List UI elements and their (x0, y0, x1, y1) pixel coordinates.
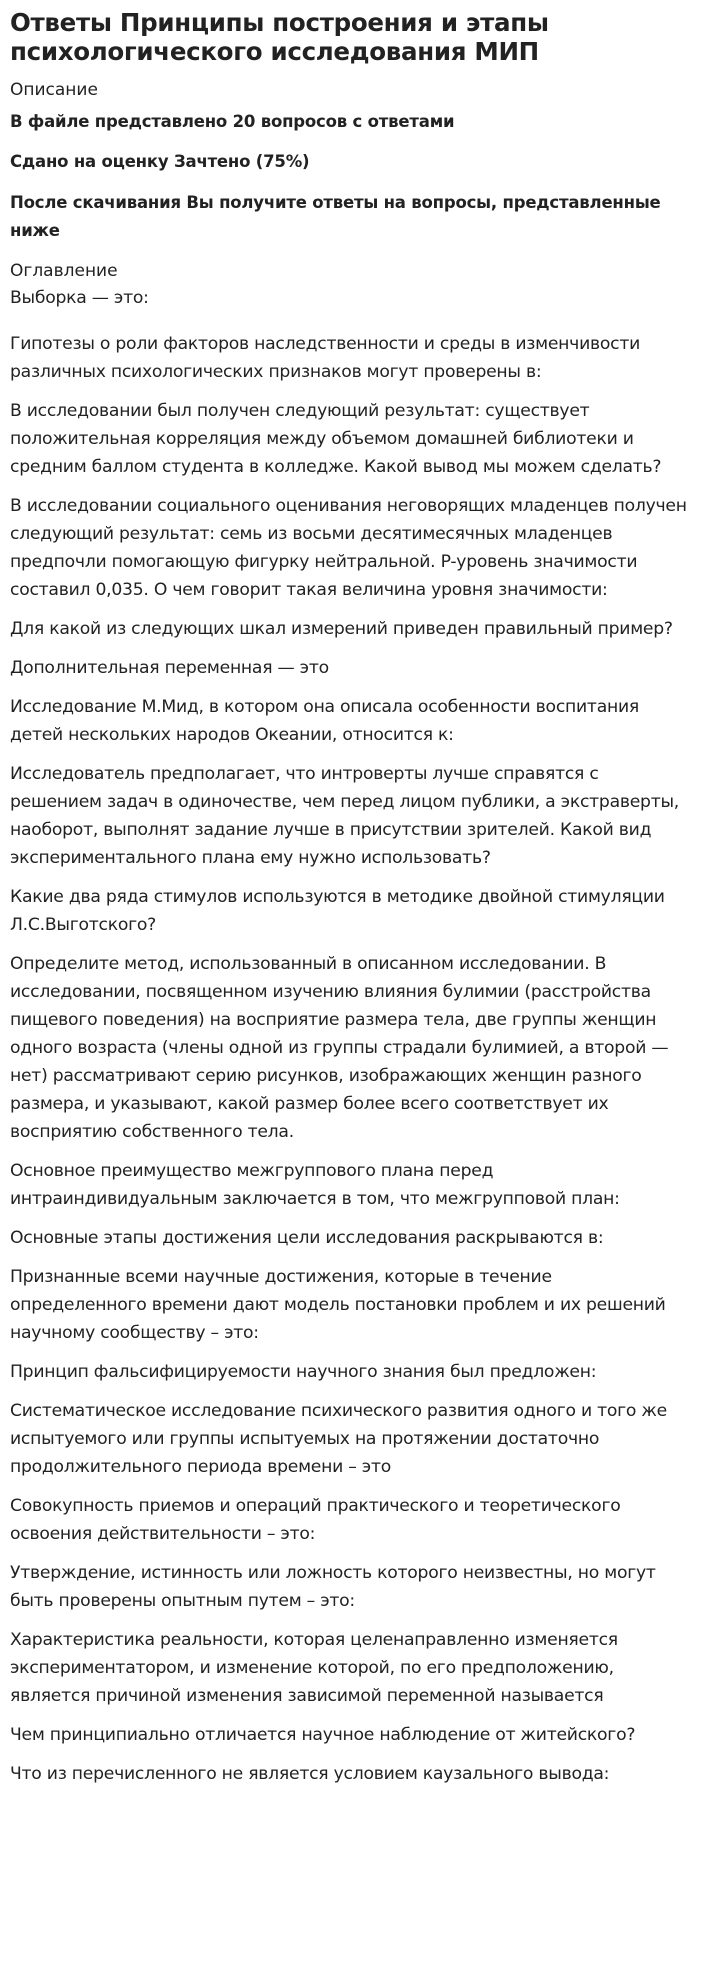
question-item: Принцип фальсифицируемости научного знания был предложен: (10, 1362, 597, 1382)
question-item: Характеристика реальности, которая целенаправленно изменяется экспериментатором, и изменение которой, по его предположению, является причиной изменения зависимой переменной называется (10, 1630, 618, 1706)
question-item: Признанные всеми научные достижения, которые в течение определенного времени дают модель постановки проблем и их решений научному сообществу – это: (10, 1267, 666, 1343)
question-item: Совокупность приемов и операций практического и теоретического освоения действительности – это: (10, 1496, 621, 1544)
description-label: Описание (10, 80, 98, 100)
question-item: В исследовании социального оценивания неговорящих младенцев получен следующий результат: семь из восьми десятимесячных младенцев предпочли помогающую фигурку нейтральной. P-уровень значимости составил 0,035. О чем говорит такая величина уровня значимости: (10, 496, 687, 600)
toc-label: Оглавление (10, 261, 118, 281)
question-item: Дополнительная переменная — это (10, 658, 329, 678)
question-item: Исследователь предполагает, что интроверты лучше справятся с решением задач в одиночестве, чем перед лицом публики, а экстраверты, наоборот, выполнят задание лучше в присутствии зрителей. Какой вид экспериментального плана ему нужно использовать? (10, 764, 680, 868)
question-item: Какие два ряда стимулов используются в методике двойной стимуляции Л.С.Выготского? (10, 887, 665, 935)
question-item: Основное преимущество межгруппового плана перед интраиндивидуальным заключается в том, что межгрупповой план: (10, 1161, 620, 1209)
question-item: Чем принципиально отличается научное наблюдение от житейского? (10, 1725, 636, 1745)
question-item: Выборка — это: (10, 288, 149, 308)
question-item: Для какой из следующих шкал измерений приведен правильный пример? (10, 619, 673, 639)
question-list (10, 284, 691, 1788)
after-download-note: После скачивания Вы получите ответы на вопросы, представленные ниже (10, 193, 661, 240)
question-item: Определите метод, использованный в описанном исследовании. В исследовании, посвященном изучению влияния булимии (расстройства пищевого поведения) на восприятие размера тела, две группы женщин одного возраста (члены одной из группы страдали булимией, а второй — нет) рассматривают серию рисунков, изображающих женщин разного размера, и указывают, какой размер более всего соответствует их восприятию собственного тела. (10, 954, 669, 1142)
question-item: Основные этапы достижения цели исследования раскрываются в: (10, 1228, 604, 1248)
file-note: В файле представлено 20 вопросов с ответами (10, 112, 455, 131)
page-title: Ответы Принципы построения и этапы психологического исследования МИП (10, 8, 549, 66)
grade-note: Сдано на оценку Зачтено (75%) (10, 152, 310, 171)
question-item: Систематическое исследование психического развития одного и того же испытуемого или группы испытуемых на протяжении достаточно продолжительного периода времени – это (10, 1401, 667, 1477)
question-item: Исследование М.Мид, в котором она описала особенности воспитания детей нескольких народов Океании, относится к: (10, 697, 639, 745)
question-item: Что из перечисленного не является условием каузального вывода: (10, 1764, 610, 1784)
question-item: В исследовании был получен следующий результат: существует положительная корреляция между объемом домашней библиотеки и средним баллом студента в колледже. Какой вывод мы можем сделать? (10, 401, 662, 477)
question-item: Гипотезы о роли факторов наследственности и среды в изменчивости различных психологических признаков могут проверены в: (10, 334, 641, 382)
question-item: Утверждение, истинность или ложность которого неизвестны, но могут быть проверены опытным путем – это: (10, 1563, 656, 1611)
